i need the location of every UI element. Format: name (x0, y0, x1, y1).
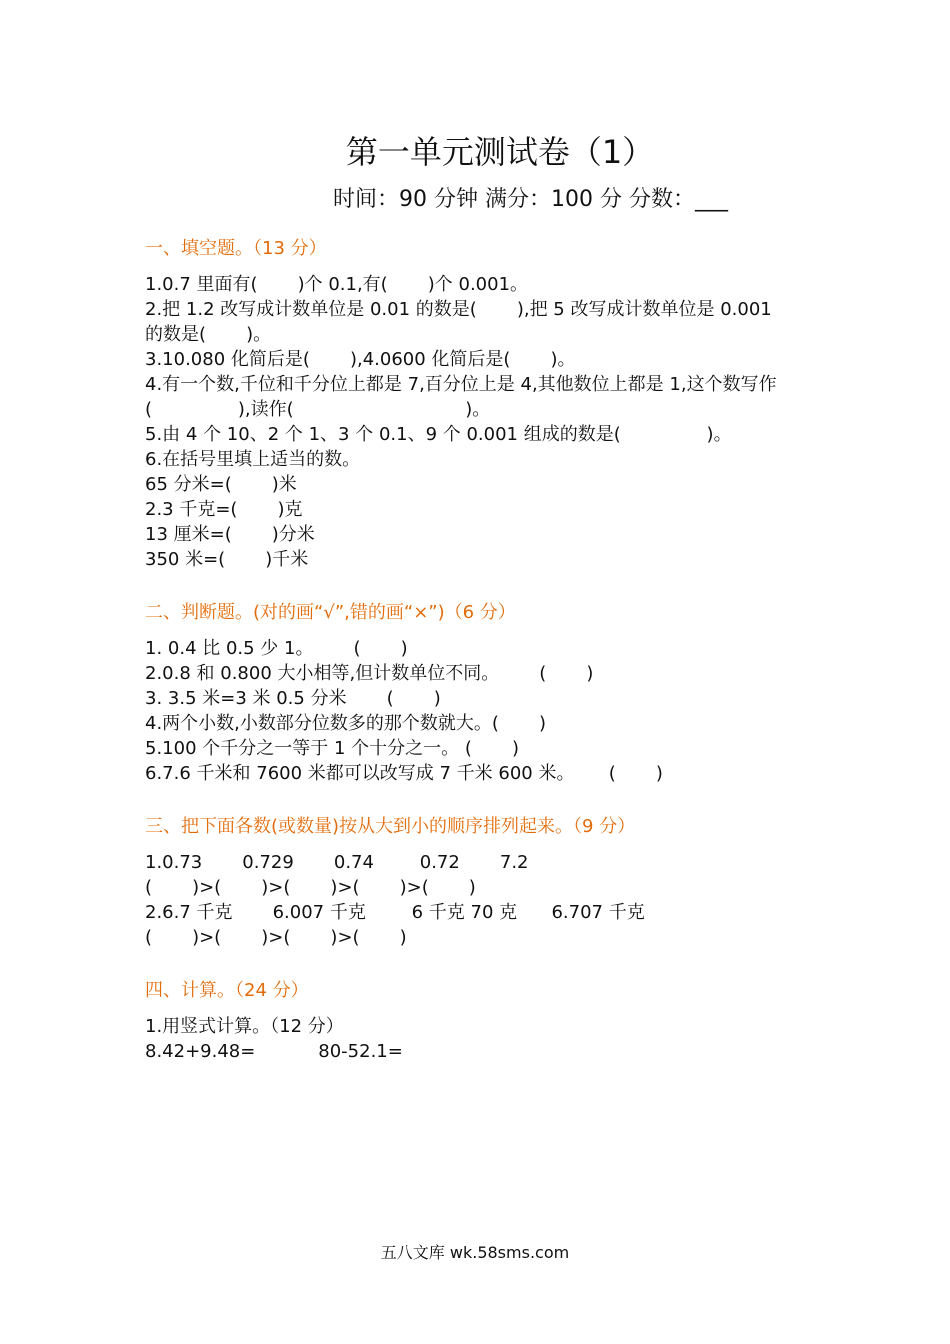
question-line: 350 米=( )千米 (145, 549, 309, 570)
section-heading: 四、计算。（24 分） (145, 980, 309, 1001)
section-calculation (145, 976, 825, 1064)
section-heading: 一、填空题。（13 分） (145, 238, 327, 259)
question-line: 2.6.7 千克 6.007 千克 6 千克 70 克 6.707 千克 (145, 902, 645, 923)
section-heading: 二、判断题。(对的画“√”,错的画“×”)（6 分） (145, 602, 516, 623)
question-line: ( )>( )>( )>( )>( ) (145, 877, 476, 898)
section-fill-in-blanks (145, 234, 825, 572)
question-line: 1.用竖式计算。（12 分） (145, 1016, 344, 1037)
page-footer: 五八文库 wk.58sms.com (380, 1243, 570, 1262)
question-line: 2.3 千克=( )克 (145, 499, 303, 520)
question-line: 2.把 1.2 改写成计数单位是 0.01 的数是( ),把 5 改写成计数单位是 0.001 (145, 299, 772, 320)
question-line: ( )>( )>( )>( ) (145, 927, 407, 948)
question-line: ( ),读作( )。 (145, 399, 491, 420)
question-line: 的数是( )。 (145, 324, 272, 345)
question-line: 5.100 个千分之一等于 1 个十分之一。 ( ) (145, 738, 519, 759)
question-line: 1.0.73 0.729 0.74 0.72 7.2 (145, 852, 529, 873)
question-line: 3.10.080 化简后是( ),4.0600 化简后是( )。 (145, 349, 576, 370)
question-line: 8.42+9.48= 80-52.1= (145, 1041, 403, 1062)
section-true-false (145, 598, 825, 786)
question-line: 1. 0.4 比 0.5 少 1。 ( ) (145, 638, 408, 659)
question-line: 4.有一个数,千位和千分位上都是 7,百分位上是 4,其他数位上都是 1,这个数写作 (145, 374, 777, 395)
exam-content (145, 234, 825, 1064)
question-line: 1.0.7 里面有( )个 0.1,有( )个 0.001。 (145, 274, 529, 295)
section-heading: 三、把下面各数(或数量)按从大到小的顺序排列起来。（9 分） (145, 816, 636, 837)
question-line: 5.由 4 个 10、2 个 1、3 个 0.1、9 个 0.001 组成的数是( )。 (145, 424, 732, 445)
question-line: 6.在括号里填上适当的数。 (145, 449, 361, 470)
section-ordering (145, 812, 825, 950)
question-line: 2.0.8 和 0.800 大小相等,但计数单位不同。 ( ) (145, 663, 594, 684)
question-line: 3. 3.5 米=3 米 0.5 分米 ( ) (145, 688, 441, 709)
page-title: 第一单元测试卷（1） (345, 133, 655, 171)
question-line: 65 分米=( )米 (145, 474, 297, 495)
question-line: 6.7.6 千米和 7600 米都可以改写成 7 千米 600 米。 ( ) (145, 763, 663, 784)
exam-info: 时间：90 分钟 满分：100 分 分数：___ (333, 187, 728, 212)
question-line: 4.两个小数,小数部分位数多的那个数就大。( ) (145, 713, 546, 734)
question-line: 13 厘米=( )分米 (145, 524, 315, 545)
